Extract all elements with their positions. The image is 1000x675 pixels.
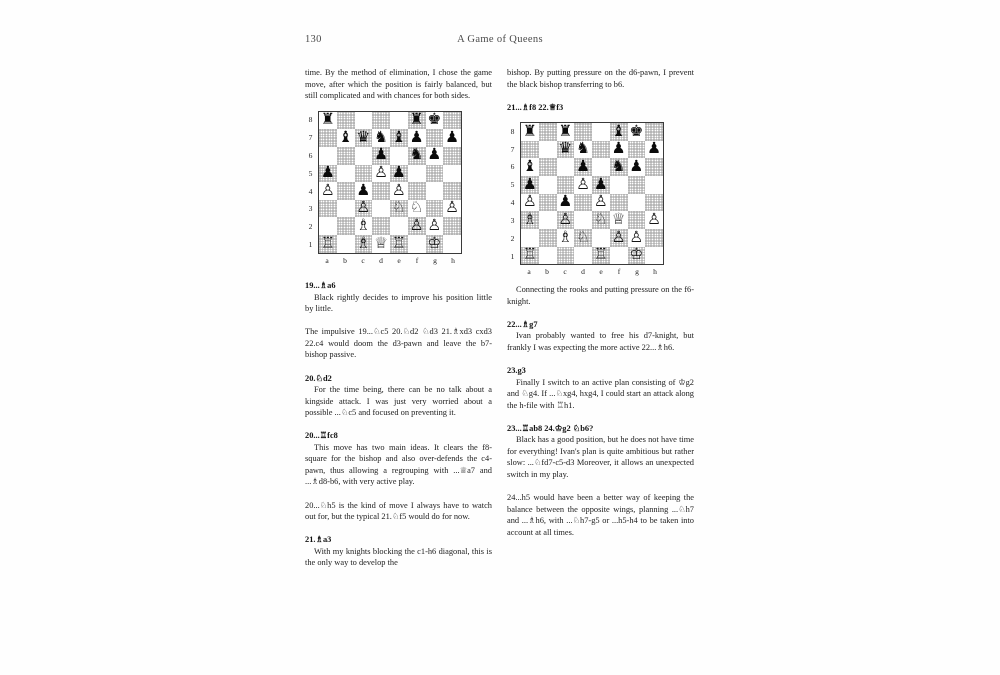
rank-label: 2 [510,233,515,243]
square-b2 [337,217,355,235]
rank-label: 6 [308,150,313,160]
square-e3 [592,211,610,229]
square-g6 [426,147,444,165]
move-heading: 23.g3 [507,366,526,376]
file-label: g [635,267,639,277]
rank-label: 8 [510,126,515,136]
rank-label: 5 [308,168,313,178]
piece-wb-icon: ♗ [356,215,371,234]
piece-wb-icon: ♗ [558,227,573,246]
paragraph: Finally I switch to an active plan consisting of ♔g2 and ♘g4. If ...♘xg4, hxg4, I could start an attack along the h-file with ♖h1. [507,377,694,410]
square-f4 [610,194,628,212]
piece-wp-icon: ♙ [391,180,406,199]
piece-wp-icon: ♙ [576,174,591,193]
rank-label: 4 [510,198,515,208]
move-heading: 23...♖ab8 24.♔g2 ♘b6? [507,423,594,433]
file-label: e [397,255,401,265]
chessboard-1 [318,111,462,254]
square-b5 [337,165,355,183]
piece-wb-icon: ♗ [522,209,537,228]
piece-wp-icon: ♙ [593,192,608,211]
square-g7 [628,141,646,159]
paragraph: With my knights blocking the c1-h6 diagonal, this is the only way to develop the [305,546,492,568]
square-e1 [390,235,408,253]
piece-wp-icon: ♙ [629,227,644,246]
piece-bk-icon: ♚ [629,121,644,140]
square-h4 [443,182,461,200]
piece-bp-icon: ♟ [576,157,591,175]
square-b2 [539,229,557,247]
piece-bp-icon: ♟ [558,192,573,211]
square-f4 [408,182,426,200]
square-b7 [337,129,355,147]
square-f7 [408,129,426,147]
square-b4 [539,194,557,212]
piece-bb-icon: ♝ [338,127,353,146]
square-b8 [337,112,355,130]
square-a6 [521,158,539,176]
rank-label: 4 [308,186,313,196]
square-g3 [628,211,646,229]
square-b3 [539,211,557,229]
piece-wq-icon: ♕ [374,233,389,252]
square-a4 [319,182,337,200]
square-a1 [319,235,337,253]
square-b6 [539,158,557,176]
piece-wp-icon: ♙ [522,192,537,211]
square-c7 [355,129,373,147]
square-a5 [521,176,539,194]
piece-bn-icon: ♞ [409,145,424,164]
file-label: f [415,255,419,265]
square-c8 [557,123,575,141]
square-d5 [372,165,390,183]
piece-bp-icon: ♟ [593,174,608,193]
square-a3 [319,200,337,218]
paragraph: time. By the method of elimination, I chose the game move, after which the position is fairly balanced, but still complicated and with chances for both sides. [305,68,492,101]
rank-labels-1 [305,111,316,254]
paragraph: Ivan probably wanted to free his d7-knight, but frankly I was expecting the more active 22...♗h6. [507,331,694,352]
square-f1 [408,235,426,253]
square-g4 [628,194,646,212]
square-h6 [645,158,663,176]
chess-diagram-1 [305,111,477,269]
piece-wn-icon: ♘ [391,198,406,217]
page-text-block [305,34,695,634]
square-h8 [443,112,461,130]
square-f5 [408,165,426,183]
file-label: d [581,267,585,277]
piece-br-icon: ♜ [409,110,424,129]
square-e5 [390,165,408,183]
square-d2 [574,229,592,247]
square-h7 [645,141,663,159]
square-h1 [443,235,461,253]
file-label: c [563,267,567,277]
square-g8 [628,123,646,141]
square-h5 [645,176,663,194]
square-d6 [574,158,592,176]
square-a7 [521,141,539,159]
piece-bp-icon: ♟ [629,157,644,175]
square-h2 [645,229,663,247]
piece-wk-icon: ♔ [427,233,442,252]
rank-label: 8 [308,115,313,125]
square-e2 [390,217,408,235]
running-head [305,34,695,56]
paragraph: Black rightly decides to improve his position little by little. [305,292,492,314]
square-e6 [390,147,408,165]
piece-wn-icon: ♘ [576,227,591,246]
square-c5 [355,165,373,183]
piece-bq-icon: ♛ [558,139,573,158]
rank-label: 1 [510,251,515,261]
square-b1 [337,235,355,253]
left-column [305,67,492,569]
square-f3 [610,211,628,229]
square-a6 [319,147,337,165]
square-a8 [319,112,337,130]
piece-bn-icon: ♞ [611,157,626,175]
piece-wp-icon: ♙ [320,180,335,199]
two-column-layout [305,67,695,569]
square-d2 [372,217,390,235]
paragraph: Connecting the rooks and putting pressure on the f6-knight. [507,285,694,306]
square-f2 [610,229,628,247]
square-d3 [372,200,390,218]
square-a4 [521,194,539,212]
square-e8 [390,112,408,130]
square-e5 [592,176,610,194]
square-b4 [337,182,355,200]
piece-wp-icon: ♙ [611,227,626,246]
square-c5 [557,176,575,194]
square-a7 [319,129,337,147]
move-heading: 22...♗g7 [507,319,538,329]
file-label: d [379,255,383,265]
square-g2 [426,217,444,235]
piece-br-icon: ♜ [320,110,335,129]
square-d8 [372,112,390,130]
piece-wn-icon: ♘ [409,198,424,217]
square-g3 [426,200,444,218]
square-a2 [319,217,337,235]
square-g1 [628,247,646,265]
piece-bk-icon: ♚ [427,110,442,129]
rank-label: 3 [308,204,313,214]
piece-bp-icon: ♟ [522,174,537,193]
rank-label: 5 [510,180,515,190]
paragraph: Black has a good position, but he does not have time for everything! Ivan's plan is quite ambitious but rather slow: ...♘fd7-c5-d3 Moreover, it allows an unexpected switch in my play. [507,435,694,479]
square-b3 [337,200,355,218]
move-heading: 21...♗f8 22.♕f3 [507,102,564,112]
square-c7 [557,141,575,159]
square-c6 [557,158,575,176]
move-heading: 19...♗a6 [305,281,336,291]
paragraph: For the time being, there can be no talk about a kingside attack. I was just very worried about a possible ...♘c5 and focused on preventing it. [305,385,492,418]
square-f6 [610,158,628,176]
piece-bb-icon: ♝ [611,121,626,140]
square-e4 [390,182,408,200]
piece-wr-icon: ♖ [522,245,537,264]
book-title: A Game of Queens [457,34,543,45]
square-c2 [355,217,373,235]
move-heading: 20...♖fc8 [305,431,338,441]
square-h3 [645,211,663,229]
piece-wp-icon: ♙ [647,209,662,228]
file-label: a [325,255,329,265]
right-column [507,67,694,569]
square-h3 [443,200,461,218]
piece-wp-icon: ♙ [356,198,371,217]
piece-wr-icon: ♖ [593,245,608,264]
square-c4 [355,182,373,200]
square-g5 [628,176,646,194]
square-f7 [610,141,628,159]
square-g6 [628,158,646,176]
square-f2 [408,217,426,235]
square-d3 [574,211,592,229]
square-d4 [574,194,592,212]
square-c2 [557,229,575,247]
file-label: e [599,267,603,277]
square-f3 [408,200,426,218]
square-g5 [426,165,444,183]
piece-wq-icon: ♕ [611,209,626,228]
square-f1 [610,247,628,265]
square-h6 [443,147,461,165]
square-c6 [355,147,373,165]
piece-bp-icon: ♟ [320,163,335,182]
piece-wp-icon: ♙ [427,215,442,234]
piece-wr-icon: ♖ [320,233,335,252]
file-label: f [617,267,621,277]
square-f6 [408,147,426,165]
square-h2 [443,217,461,235]
paragraph: 24...h5 would have been a better way of keeping the balance between the opposite wings, planning ...♘h7 and ...♗h6, with ...♘h7-g5 or ...h5-h4 to be taken into account at all times. [507,493,694,537]
chessboard-2 [520,122,664,265]
piece-wk-icon: ♔ [629,245,644,264]
piece-wb-icon: ♗ [356,233,371,252]
square-e2 [592,229,610,247]
file-label: h [451,255,455,265]
square-c1 [355,235,373,253]
piece-bq-icon: ♛ [356,127,371,146]
file-label: b [545,267,549,277]
square-c8 [355,112,373,130]
paragraph: The impulsive 19...♘c5 20.♘d2 ♘d3 21.♗xd3 cxd3 22.c4 would doom the d3-pawn and leave the b7-bishop passive. [305,327,492,360]
piece-bp-icon: ♟ [611,139,626,158]
square-e1 [592,247,610,265]
piece-bp-icon: ♟ [374,145,389,164]
square-e7 [592,141,610,159]
square-e8 [592,123,610,141]
square-a8 [521,123,539,141]
rank-labels-2 [507,122,518,265]
square-a2 [521,229,539,247]
piece-bp-icon: ♟ [391,163,406,182]
rank-label: 7 [510,144,515,154]
square-f5 [610,176,628,194]
piece-wp-icon: ♙ [409,215,424,234]
square-d4 [372,182,390,200]
square-g2 [628,229,646,247]
file-labels-1 [318,256,462,265]
square-h1 [645,247,663,265]
square-e3 [390,200,408,218]
square-d7 [574,141,592,159]
piece-bp-icon: ♟ [356,180,371,199]
piece-wp-icon: ♙ [374,163,389,182]
square-b1 [539,247,557,265]
square-c3 [355,200,373,218]
square-d5 [574,176,592,194]
file-label: g [433,255,437,265]
square-c4 [557,194,575,212]
square-e4 [592,194,610,212]
square-d1 [372,235,390,253]
board-squares-2 [521,123,663,264]
file-label: a [527,267,531,277]
square-g8 [426,112,444,130]
chess-diagram-2 [507,122,679,280]
piece-bb-icon: ♝ [522,157,537,175]
file-labels-2 [520,267,664,276]
piece-bb-icon: ♝ [391,127,406,146]
square-e7 [390,129,408,147]
square-b7 [539,141,557,159]
piece-bp-icon: ♟ [427,145,442,164]
square-h5 [443,165,461,183]
square-a3 [521,211,539,229]
board-squares-1 [319,112,461,253]
piece-br-icon: ♜ [522,121,537,140]
square-a5 [319,165,337,183]
square-a1 [521,247,539,265]
file-label: h [653,267,657,277]
square-e6 [592,158,610,176]
paragraph: bishop. By putting pressure on the d6-pawn, I prevent the black bishop transferring to b6. [507,68,694,89]
move-heading: 20.♘d2 [305,373,332,383]
square-h7 [443,129,461,147]
square-g1 [426,235,444,253]
square-d8 [574,123,592,141]
square-c1 [557,247,575,265]
square-g7 [426,129,444,147]
move-heading: 21.♗a3 [305,535,332,545]
file-label: c [361,255,365,265]
square-d6 [372,147,390,165]
piece-br-icon: ♜ [558,121,573,140]
piece-bn-icon: ♞ [576,139,591,158]
paragraph: 20...♘h5 is the kind of move I always have to watch out for, but the typical 21.♘f5 would do for now. [305,500,492,522]
rank-label: 6 [510,162,515,172]
paragraph: This move has two main ideas. It clears the f8-square for the bishop and also over-defends the c4-pawn, thus allowing a regrouping with ...♕a7 and ...♗d8-b6, with very active play. [305,442,492,487]
square-d7 [372,129,390,147]
rank-label: 2 [308,222,313,232]
square-b8 [539,123,557,141]
piece-wp-icon: ♙ [445,198,460,217]
piece-bp-icon: ♟ [647,139,662,158]
square-h4 [645,194,663,212]
piece-bp-icon: ♟ [445,127,460,146]
file-label: b [343,255,347,265]
square-f8 [610,123,628,141]
square-b5 [539,176,557,194]
piece-wn-icon: ♘ [593,209,608,228]
square-h8 [645,123,663,141]
piece-wp-icon: ♙ [558,209,573,228]
rank-label: 7 [308,132,313,142]
square-d1 [574,247,592,265]
square-f8 [408,112,426,130]
square-b6 [337,147,355,165]
piece-bp-icon: ♟ [409,127,424,146]
square-c3 [557,211,575,229]
page-number: 130 [305,34,322,45]
square-g4 [426,182,444,200]
rank-label: 3 [510,216,515,225]
rank-label: 1 [308,240,313,250]
piece-bn-icon: ♞ [374,127,389,146]
piece-wr-icon: ♖ [391,233,406,252]
